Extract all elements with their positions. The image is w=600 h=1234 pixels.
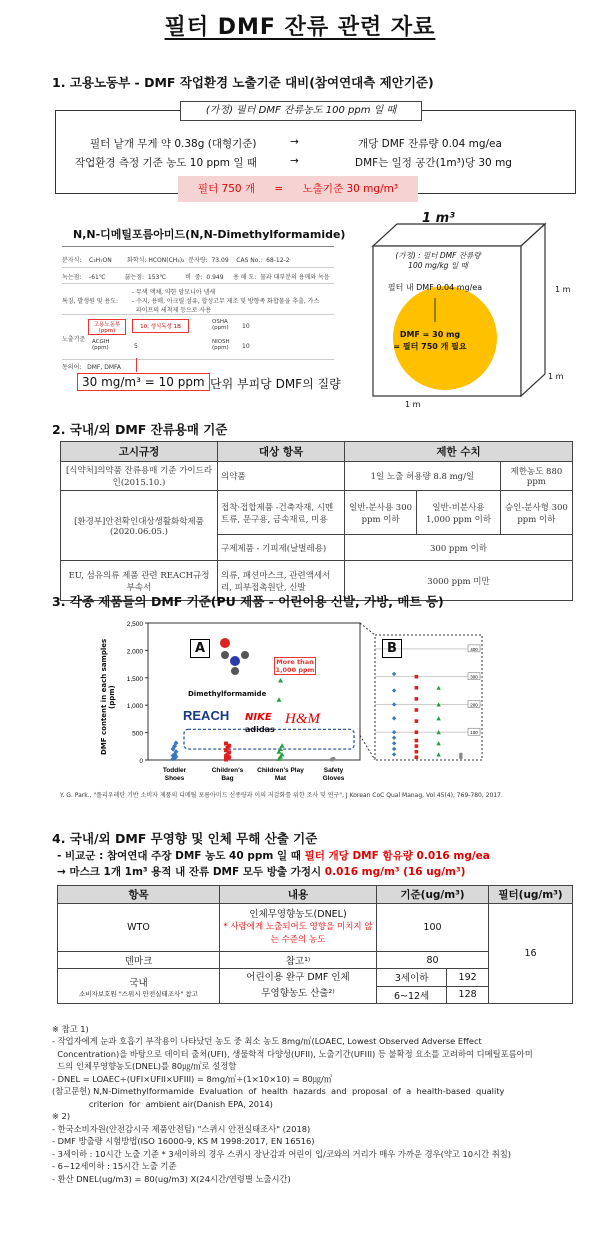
cell-filter-value: 16 — [488, 904, 572, 1004]
y-tick-label: 0 — [139, 758, 143, 765]
cell-eu-reach: EU, 섬유의류 제품 관련 REACH규정 부속서 — [61, 561, 218, 601]
x-category-label: Shoes — [164, 775, 185, 782]
y-tick-label: 2,000 — [126, 648, 143, 656]
x-category-label: Gloves — [322, 775, 345, 782]
inset-data-point — [392, 752, 396, 756]
note-2e: - 환산 DNEL(ug/m3) = 80(ug/m3) X(24시간/연령별 노출시간) — [52, 1173, 291, 1184]
conversion-caption: 단위 부피당 DMF의 질량 — [210, 377, 341, 391]
hm-logo: H&M — [285, 711, 320, 727]
cell-adhesive: 접착·접합제품 -건축자재, 시멘트류, 문구용, 금속재료, 미용 — [218, 491, 345, 535]
cell-reference: 참고¹⁾ — [220, 952, 377, 969]
data-point — [332, 757, 336, 761]
data-point — [280, 743, 285, 748]
y-tick-label: 1,500 — [126, 675, 143, 683]
cell-repellent-limit: 300 ppm 이하 — [345, 535, 573, 561]
col-regulation: 고시규정 — [61, 442, 218, 462]
adidas-logo: adidas — [245, 725, 275, 734]
cell-mfds-reg: [식약처]의약품 잔류용매 기준 가이드라인(2015.10.) — [61, 462, 218, 491]
nike-logo: NIKE — [245, 712, 272, 723]
conversion-connector — [136, 358, 137, 372]
inset-data-point — [392, 741, 396, 745]
cell-clothing: 의류, 패션마스크, 관련액세서리, 피부접촉원단, 신발 — [218, 561, 345, 601]
inset-tick-label: 200 — [470, 702, 478, 708]
inset-data-point — [415, 739, 419, 743]
inset-tick-label: 300 — [470, 674, 478, 680]
col-filter: 필터(ug/m³) — [488, 886, 572, 904]
card-feature-1: - 무색 액체, 약한 암모니아 냄새 — [132, 289, 216, 296]
section-2-heading: 2. 국내/외 DMF 잔류용매 기준 — [52, 422, 228, 437]
cube-side-face — [521, 224, 545, 396]
inset-data-point — [459, 753, 463, 757]
chart-ylabel: DMF content in each samples (ppm) — [100, 638, 116, 756]
osha-value: 10 — [242, 323, 250, 330]
filter-equivalence-bar — [178, 176, 418, 202]
inset-data-point — [392, 702, 396, 706]
card-feature-2: - 수지, 용매, 아크릴 섬유, 합성고무 제조 및 방향족 화합물을 추출, 가스 — [132, 298, 320, 305]
circle-label-2: = 필터 750 개 필요 — [393, 342, 467, 351]
data-point — [278, 678, 283, 683]
col-target: 대상 항목 — [218, 442, 345, 462]
acgih-label: ACGIH (ppm) — [92, 339, 110, 351]
note-2b: - DMF 방출량 시험방법(ISO 16000-9, KS M 1998:2017, EN 16516) — [52, 1136, 315, 1146]
y-tick-label: 2,500 — [126, 621, 143, 628]
cell-wto-value: 100 — [377, 904, 489, 952]
cell-age-6-12-value: 128 — [447, 986, 489, 1004]
circle-label-1: DMF = 30 mg — [399, 330, 461, 339]
data-point — [224, 742, 228, 746]
x-category-label: Bag — [221, 775, 234, 782]
filter-dmf-label: 필터 내 DMF 0.04 mg/ea — [387, 283, 483, 292]
cell-approved-spray: 승인-분사형 300 ppm 이하 — [500, 491, 572, 535]
col-standard: 기준(ug/m³) — [377, 886, 489, 904]
inset-data-point — [436, 752, 440, 756]
inset-data-point — [436, 741, 440, 745]
comparison-1b: 필터 개당 DMF 함유량 0.016 mg/ea — [304, 850, 490, 862]
inset-data-point — [436, 686, 440, 690]
carbon-atom-icon — [231, 667, 239, 675]
bar-left: 필터 750 개 — [197, 183, 256, 195]
note-1e: (참고문헌) N,N-Dimethylformamide Evaluation of health hazards and proposal of a health-based quality — [52, 1086, 505, 1096]
nitrogen-atom-icon — [230, 656, 240, 666]
niosh-label: NIOSH (ppm) — [212, 339, 230, 351]
niosh-value: 10 — [242, 343, 250, 350]
row1-arrow: → — [290, 136, 299, 148]
toy-dnel-2: 무영향농도 산출²⁾ — [261, 988, 335, 999]
card-feature-3: 파이프의 세척제 등으로 사용 — [132, 307, 212, 314]
cell-toy-dnel — [220, 969, 377, 1004]
section-4-heading: 4. 국내/외 DMF 무영향 및 인체 무해 산출 기준 — [52, 831, 318, 846]
comparison-line-2 — [57, 864, 465, 879]
molecule-label: Dimethylformamide — [188, 690, 267, 698]
cell-general-spray: 일반-분사용 300 ppm 이하 — [345, 491, 417, 535]
bar-equals: = — [274, 183, 284, 195]
y-tick-label: 500 — [132, 730, 143, 738]
x-category-label: Mat — [274, 775, 287, 782]
card-line-1: 분자식: C₃H₇ON 화학식: HCON(CH₃)₂ 분자량: 73.09 CAS No.: 68-12-2 — [62, 257, 290, 264]
domestic-foreign-table — [60, 441, 573, 601]
dmf-scatter-chart — [120, 615, 490, 790]
dim-height: 1 m — [555, 285, 571, 294]
carbon-atom-icon — [221, 651, 229, 659]
card-line-2: 녹는점: -61℃ 끓는점: 153℃ 비 중: 0.949 용 해 도: 물과 대부분의 용매와 녹음 — [62, 274, 330, 281]
cell-medicine: 의약품 — [218, 462, 345, 491]
cube-assumption-1: (가정) : 필터 DMF 잔류량 — [395, 251, 481, 260]
cell-age-3-value: 192 — [447, 969, 489, 987]
inset-data-point — [392, 730, 396, 734]
bar-right: 노출기준 30 mg/m³ — [302, 183, 399, 195]
more-than-label: More than 1,000 ppm — [275, 658, 315, 674]
card-feature-label: 특징, 발생원 및 용도: — [62, 298, 119, 305]
panel-a-label: A — [190, 639, 210, 658]
cube-volume-label: 1 m³ — [422, 211, 455, 226]
inset-tick-label: 400 — [470, 646, 478, 652]
inset-data-point — [415, 730, 419, 734]
inset-data-point — [415, 697, 419, 701]
note-2a: - 한국소비자원(안전감시국 제품안전팀) "스퀴시 안전실태조사" (2018) — [52, 1123, 311, 1134]
carbon-atom-icon — [241, 651, 249, 659]
dmf-card-title: N,N-디메틸포름아미드(N,N-Dimethylformamide) — [73, 228, 346, 241]
exposure-label: 노출기준 — [62, 336, 86, 343]
domestic-title: 국내 — [129, 977, 148, 989]
inset-data-point — [392, 716, 396, 720]
cell-denmark: 덴마크 — [58, 952, 220, 969]
dim-depth: 1 m — [548, 372, 564, 381]
cell-repellent: 구제제품 - 기피제(날벌레용) — [218, 535, 345, 561]
comparison-line-1 — [57, 848, 490, 863]
cell-concentration-limit: 제한농도 880 ppm — [500, 462, 572, 491]
inset-data-point — [415, 675, 419, 679]
cube-assumption-2: 100 mg/kg 일 때 — [408, 261, 468, 270]
cell-daily-limit: 1일 노출 허용량 8.8 mg/일 — [345, 462, 501, 491]
cell-age-6-12: 6~12세 — [377, 986, 447, 1004]
card-divider-2 — [62, 283, 334, 284]
row2-right: DMF는 일정 공간(1m³)당 30 mg — [355, 157, 512, 169]
x-category-label: Children's Play — [257, 767, 304, 774]
note-1-heading: ※ 참고 1) — [52, 1023, 89, 1034]
note-2d: - 6~12세이하 : 15시간 노출 기준 — [52, 1161, 177, 1171]
inset-data-point — [415, 744, 419, 748]
inset-data-point — [415, 719, 419, 723]
col-content: 내용 — [220, 886, 377, 904]
inset-data-point — [415, 750, 419, 754]
toy-dnel-1: 어린이용 완구 DMF 인체 — [246, 972, 350, 983]
kor-exposure-value: 10, 생식독성 1B — [132, 319, 189, 333]
row2-arrow: → — [290, 155, 299, 167]
dim-width: 1 m — [405, 400, 421, 409]
page-title — [0, 10, 600, 41]
inset-data-point — [392, 736, 396, 740]
col-item: 항목 — [58, 886, 220, 904]
note-1f: criterion for ambient air(Danish EPA, 2014) — [52, 1098, 273, 1109]
note-1d: - DNEL = LOAEC÷(UFI×UFII×UFIII) = 8mg/㎥÷(1×10×10) = 80㎍/㎥ — [52, 1073, 333, 1084]
cell-general-nonspray: 일반-비분사용 1,000 ppm 이하 — [417, 491, 501, 535]
comparison-2a: → 마스크 1개 1m³ 용적 내 잔류 DMF 모두 방출 가정시 — [57, 866, 322, 878]
box-header: (가정) 필터 DMF 잔류농도 100 ppm 일 때 — [180, 101, 422, 121]
osha-label: OSHA (ppm) — [212, 319, 229, 331]
comparison-2b: 0.016 mg/m³ (16 ug/m³) — [324, 866, 466, 878]
data-point — [277, 697, 282, 702]
panel-b-label: B — [382, 639, 402, 658]
card-synonym: 동의어: DMF, DMFA — [62, 364, 121, 371]
note-1c: 드의 인체무영향농도(DNEL)를 80㎍/㎥로 설정함 — [52, 1061, 237, 1071]
x-category-label: Children's — [211, 767, 244, 774]
inset-data-point — [436, 716, 440, 720]
cell-eu-limit: 3000 ppm 미만 — [345, 561, 573, 601]
page-title-text: 필터 DMF 잔류 관련 자료 — [164, 15, 436, 40]
col-limit: 제한 수치 — [345, 442, 573, 462]
kor-exposure-label: 고용노동부 (ppm) — [88, 319, 126, 335]
card-divider-1 — [62, 267, 334, 268]
inset-data-point — [392, 688, 396, 692]
cube-diagram — [345, 210, 575, 410]
conversion-box: 30 mg/m³ = 10 ppm — [77, 373, 210, 391]
reach-logo: REACH — [183, 708, 230, 723]
inset-tick-label: 100 — [470, 730, 478, 736]
domestic-note: 소비자보호원 "스위시 안전실태조사" 참고 — [79, 989, 198, 998]
inset-data-point — [415, 708, 419, 712]
card-divider-3 — [62, 314, 334, 315]
zoom-line — [360, 623, 375, 635]
cell-moe-reg: [환경부]안전확인대상생활화학제품(2020.06.05.) — [61, 491, 218, 561]
acgih-value: 5 — [134, 343, 138, 350]
cell-denmark-value: 80 — [377, 952, 489, 969]
cube-top-face — [373, 224, 545, 246]
inset-data-point — [392, 747, 396, 751]
note-2-heading: ※ 2) — [52, 1111, 71, 1121]
comparison-1a: - 비교군 : 참여연대 주장 DMF 농도 40 ppm 일 때 — [57, 850, 301, 862]
card-divider-4 — [62, 359, 334, 360]
dnel-title: 인체무영향농도(DNEL) — [249, 909, 347, 920]
section-3-heading: 3. 각종 제품들의 DMF 기준(PU 제품 - 어린이용 신발, 가방, 매트 등) — [52, 594, 444, 609]
row1-left: 필터 낱개 무게 약 0.38g (대형기준) — [90, 138, 257, 150]
row1-right: 개당 DMF 잔류량 0.04 mg/ea — [358, 138, 502, 150]
section-1-heading: 1. 고용노동부 - DMF 작업환경 노출기준 대비(참여연대측 제안기준) — [52, 75, 434, 90]
chart-citation: Y. G. Park., "플리우레탄 기반 소비자 제품의 디메틸 포름아미드 신종량과 이의 저감화를 위한 조사 및 연구", J Korean CoC Qual Manag, Vol 45(4), 769-780, 2017. — [60, 792, 503, 799]
note-2c: - 3세이하 : 10시간 노출 기준 * 3세이하의 경우 스퀴시 장난감과 어린이 입/코와의 거리가 매우 가까운 경우(약고 10시간 취침) — [52, 1148, 512, 1159]
inset-data-point — [392, 672, 396, 676]
cell-wto: WTO — [58, 904, 220, 952]
note-1b: Concentration)을 바탕으로 데이터 출처(UFI), 생물학적 다양성(UFII), 노출기간(UFIII) 등 불확정 요소를 고려하여 디메틸포름아미 — [52, 1048, 533, 1059]
inset-data-point — [415, 755, 419, 759]
cell-dnel — [220, 904, 377, 952]
x-category-label: Safety — [323, 767, 344, 774]
cell-domestic — [58, 969, 220, 1004]
oxygen-atom-icon — [220, 638, 230, 648]
row2-left: 작업환경 측정 기준 농도 10 ppm 일 때 — [75, 157, 257, 169]
note-1a: - 작업자에게 눈과 호흡기 부작용이 나타났던 농도 중 최소 농도 8mg/㎥(LOAEC, Lowest Observed Adverse Effect — [52, 1036, 482, 1046]
zoom-line — [360, 735, 375, 760]
health-criteria-table — [57, 885, 573, 1004]
y-tick-label: 1,000 — [126, 703, 143, 711]
dmf-card — [62, 246, 334, 371]
dnel-note: * 사람에게 노출되어도 영향을 미치지 않는 수준의 농도 — [223, 922, 373, 945]
cell-age-3: 3세이하 — [377, 969, 447, 987]
inset-data-point — [415, 686, 419, 690]
x-category-label: Toddler — [162, 767, 187, 774]
notes-block — [52, 1010, 580, 1198]
